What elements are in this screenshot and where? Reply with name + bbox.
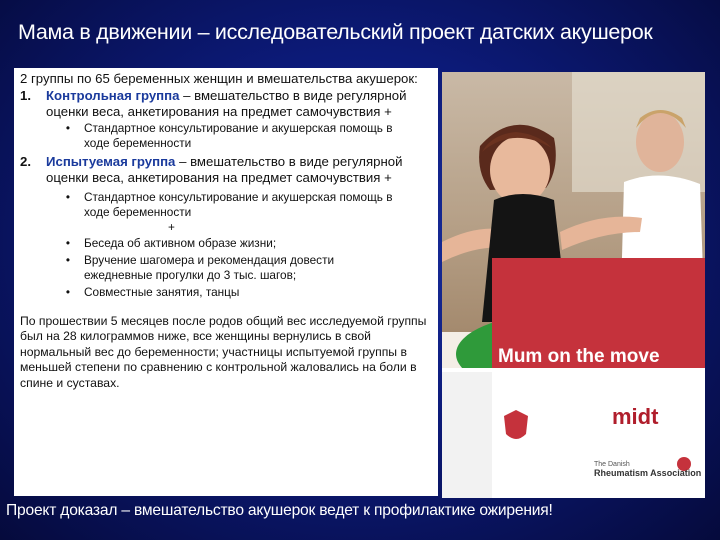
group-2-extra-bullet-text: Совместные занятия, танцы (84, 284, 240, 299)
cover-text-block (498, 346, 688, 402)
group-1-description (46, 88, 421, 121)
cover-title: Mum on the move (498, 346, 660, 367)
cover-photo-drawing (442, 72, 705, 498)
group-1-bullet (20, 121, 438, 151)
bullet-icon: • (65, 235, 70, 250)
group-1-name: Контрольная группа (46, 87, 180, 103)
association-line-1: The Danish (594, 461, 630, 468)
group-1-number: 1. (20, 87, 31, 103)
group-2-extra-bullet (20, 253, 438, 283)
group-2-bullet-text: Стандартное консультирование и акушерская помощь в ходе беременности (84, 189, 393, 219)
bullet-icon: • (65, 284, 70, 299)
group-2 (20, 154, 438, 187)
group-2-description (46, 154, 421, 187)
bullet-icon: • (65, 252, 70, 267)
group-2-text: – вмешательство в виде регулярной оценки веса, анкетирования на предмет самочувствия + (46, 153, 403, 185)
conclusion-text: Проект доказал – вмешательство акушерок ведет к профилактике ожирения! (6, 502, 553, 519)
group-2-name: Испытуемая группа (46, 153, 176, 169)
group-2-plus: + (168, 219, 175, 234)
midt-logo: midt (612, 404, 659, 429)
group-2-extra-bullet-text: Вручение шагомера и рекомендация довести ежедневные прогулки до 3 тыс. шагов; (84, 252, 335, 282)
result-text: По прошествии 5 месяцев после родов общий вес исследуемой группы был на 28 килограммов ниже, все женщины вернулись в свой нормальный вес до беременности; участницы испытуемой группы в меньшей степени по сравнению с контрольной жаловались на боли в спине и суставах. (20, 313, 427, 390)
slide-title: Мама в движении – исследовательский проект датских акушерок (18, 20, 653, 44)
group-2-extra-bullet-text: Беседа об активном образе жизни; (84, 235, 277, 250)
bullet-icon: • (65, 189, 70, 204)
group-2-extra-bullet (20, 236, 438, 251)
content-panel (14, 68, 438, 496)
group-2-bullet (20, 190, 438, 220)
group-2-number: 2. (20, 153, 31, 169)
cover-subtitle-1: Physical activity during and (498, 373, 619, 384)
group-1-text: – вмешательство в виде регулярной оценки веса, анкетирования на предмет самочувствия + (46, 87, 407, 119)
association-line-2: Rheumatism Association (594, 468, 702, 478)
intro-text: 2 группы по 65 беременных женщин и вмешательства акушерок: (20, 71, 418, 86)
bullet-icon: • (65, 120, 70, 135)
association-logo-text (594, 460, 704, 478)
group-2-extra-bullet (20, 285, 438, 300)
group-1 (20, 88, 438, 121)
brochure-cover-image (442, 72, 705, 498)
cover-subtitle-2: after pregnancy (498, 389, 568, 400)
group-1-bullet-text: Стандартное консультирование и акушерская помощь в ходе беременности (84, 120, 393, 150)
